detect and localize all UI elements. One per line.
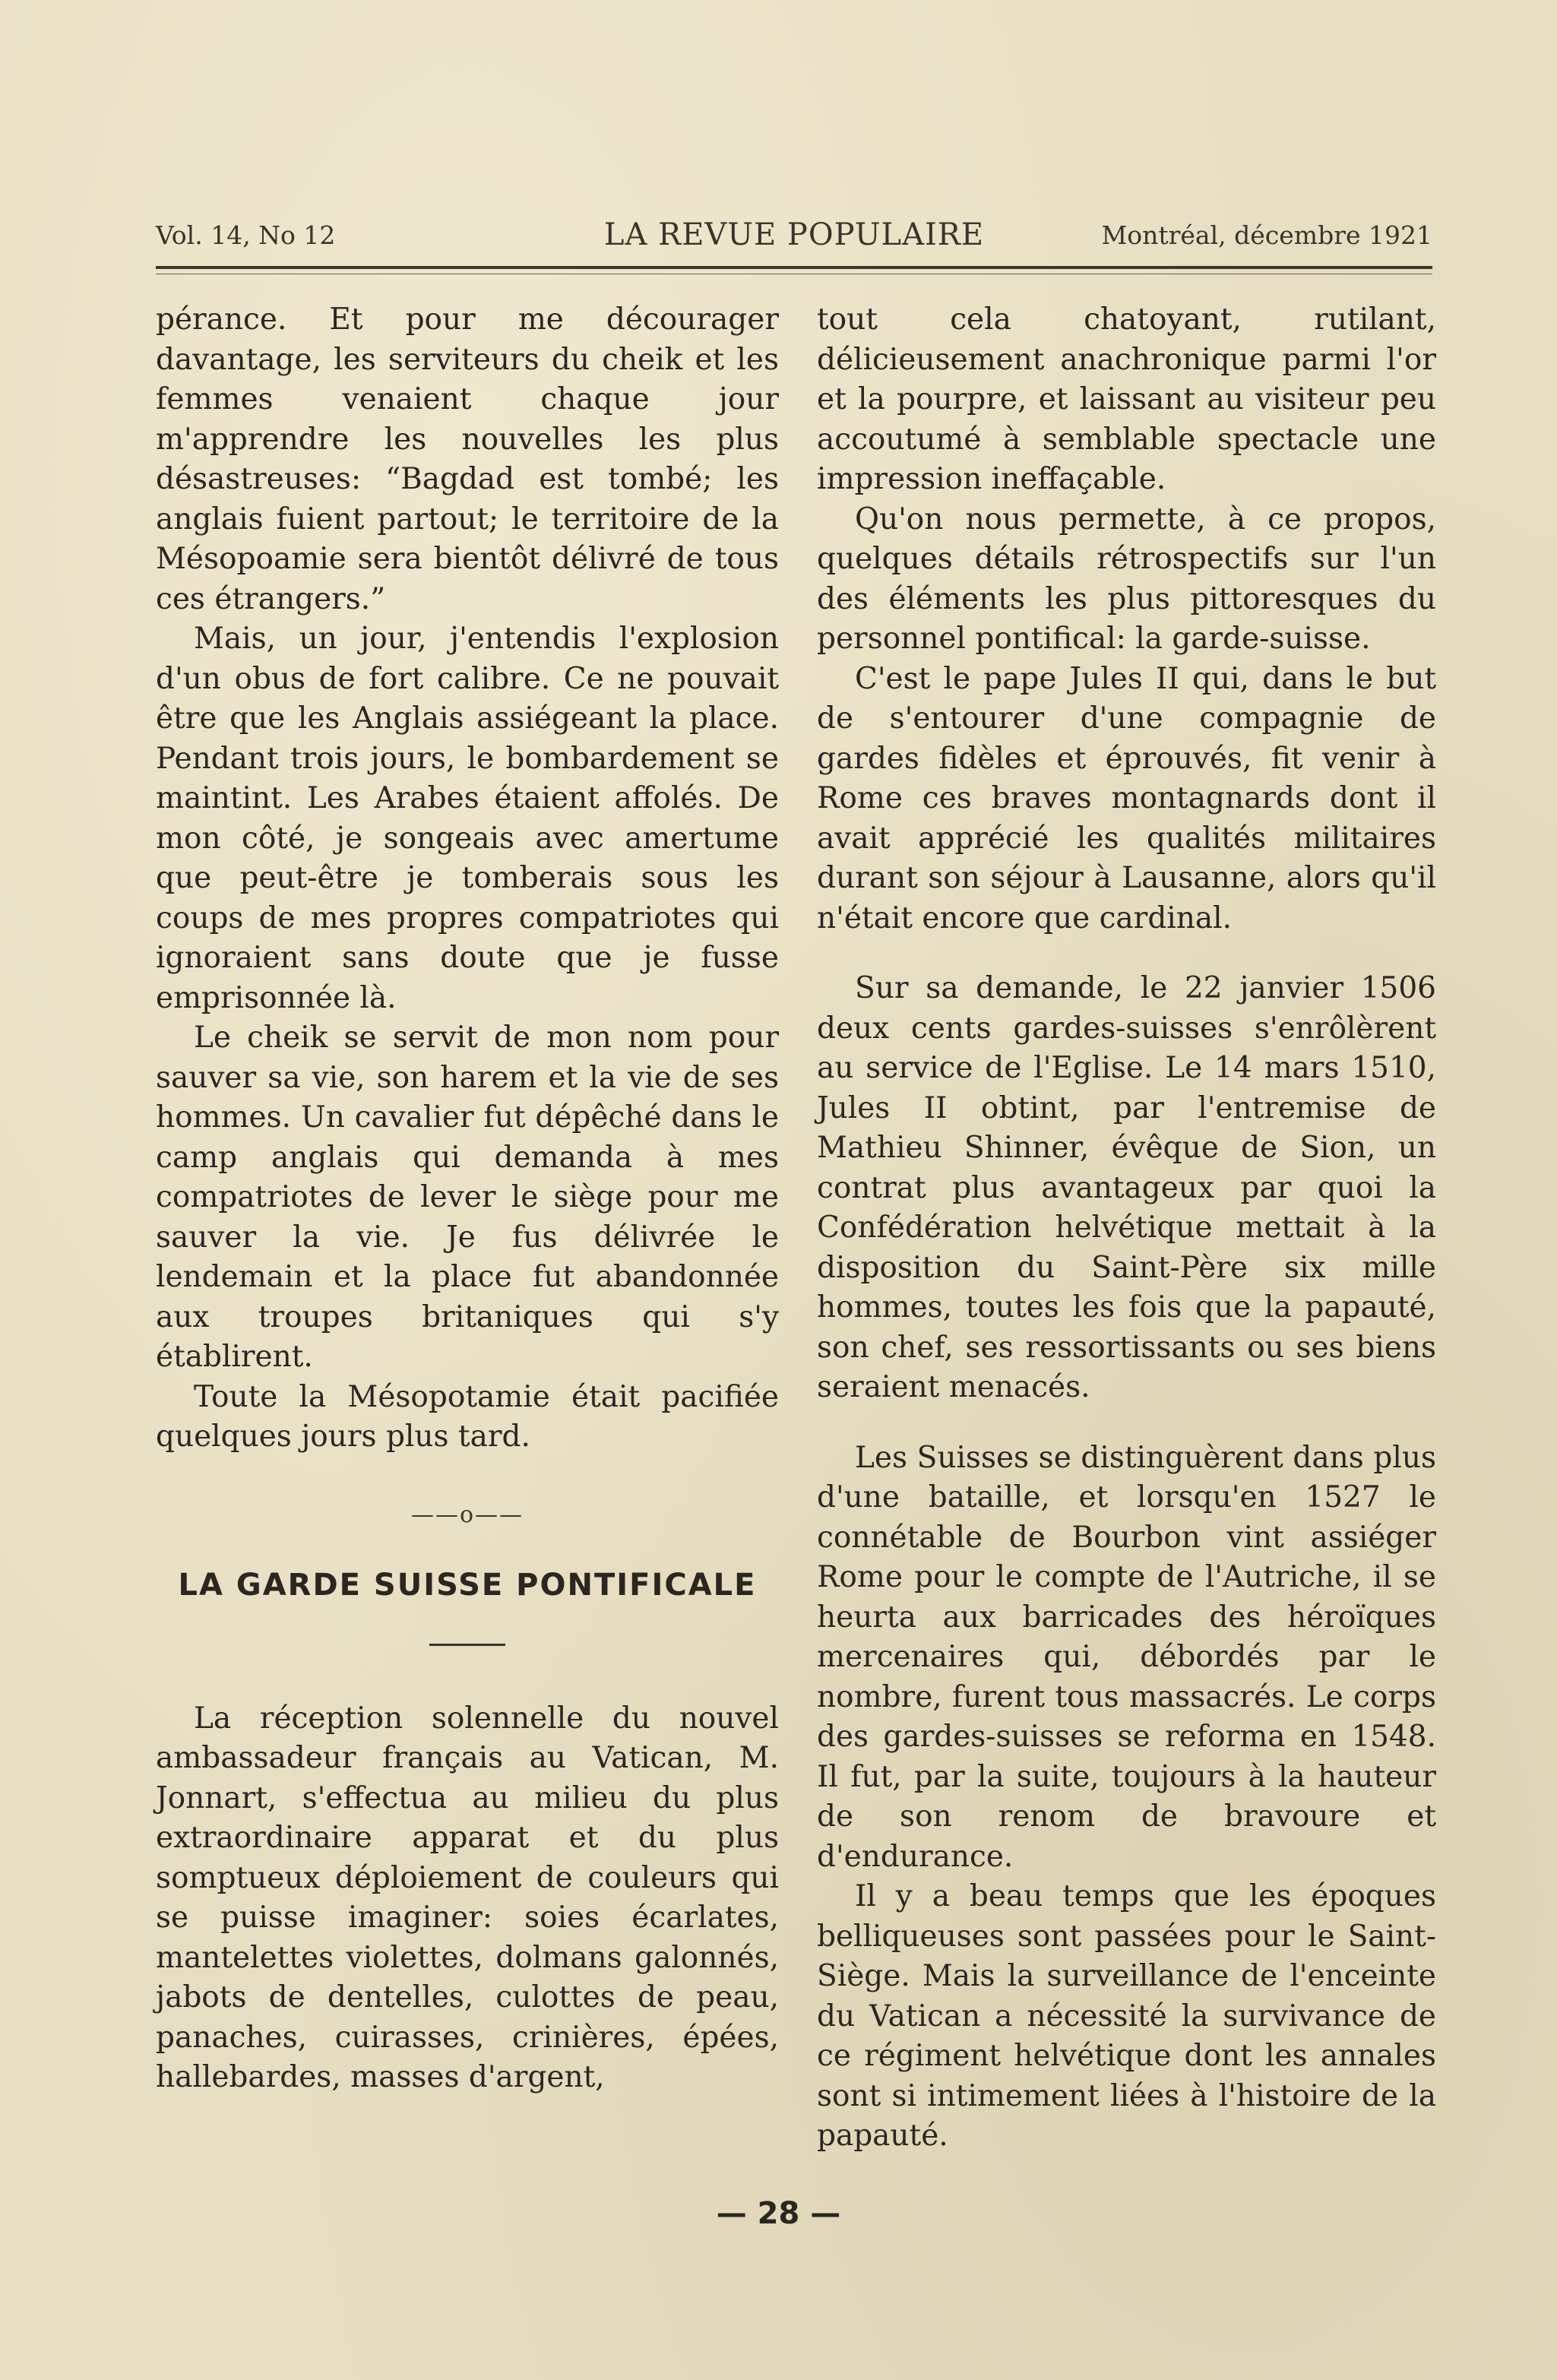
header-rule [156, 266, 1432, 269]
paragraph: tout cela chatoyant, rutilant, délicieusement anachronique parmi l'or et la pourpre, et laissant au visiteur peu accoutumé à semblable spectacle une impression ineffaçable. [817, 302, 1436, 496]
paragraph: Mais, un jour, j'entendis l'explosion d'un obus de fort calibre. Ce ne pouvait être que les Anglais assiégeant la place. Pendant trois jours, le bombardement se maintint. Les Arabes étaient affolés. De mon côté, je songeais avec amertume que peut-être je tomberais sous les coups de mes propres compatriotes qui ignoraient sans doute que je fusse emprisonnée là. [156, 622, 779, 1015]
page-number: — 28 — [716, 2196, 841, 2231]
paragraph: Qu'on nous permette, à ce propos, quelques détails rétrospectifs sur l'un des éléments les plus pittoresques du personnel pontifical: la garde-suisse. [817, 502, 1436, 656]
paragraph: pérance. Et pour me décourager davantage, les serviteurs du cheik et les femmes venaient chaque jour m'apprendre les nouvelles les plus désastreuses: “Bagdad est tombé; les anglais fuient partout; le territoire de la Mésopoamie sera bientôt délivré de tous ces étrangers.” [156, 302, 779, 616]
article-separator: ——o—— [410, 1501, 524, 1528]
publication-title: LA REVUE POPULAIRE [603, 217, 985, 252]
issue-date: Montréal, décembre 1921 [1101, 220, 1432, 250]
paragraph: Les Suisses se distinguèrent dans plus d'une bataille, et lorsqu'en 1527 le connétable de Bourbon vint assiéger Rome pour le compte de l'Autriche, il se heurta aux barricades des héroïques mercenaires qui, débordés par le nombre, furent tous massacrés. Le corps des gardes-suisses se reforma en 1548. Il fut, par la suite, toujours à la hauteur de son renom de bravoure et d'endurance. [817, 1440, 1436, 1874]
paragraph: C'est le pape Jules II qui, dans le but de s'entourer d'une compagnie de gardes fidèles et éprouvés, fit venir à Rome ces braves montagnards dont il avait apprécié les qualités militaires durant son séjour à Lausanne, alors qu'il n'était encore que cardinal. [817, 661, 1436, 935]
left-column [156, 300, 779, 2098]
running-header [156, 217, 1432, 258]
paragraph: Le cheik se servit de mon nom pour sauver sa vie, son harem et la vie de ses hommes. Un cavalier fut dépêché dans le camp anglais qui demanda à mes compatriotes de lever le siège pour me sauver la vie. Je fus délivrée le lendemain et la place fut abandonnée aux troupes britaniques qui s'y établirent. [156, 1021, 779, 1374]
right-column [817, 300, 1436, 2157]
paragraph: Sur sa demande, le 22 janvier 1506 deux cents gardes-suisses s'enrôlèrent au service de l'Eglise. Le 14 mars 1510, Jules II obtint, par l'entremise de Mathieu Shinner, évêque de Sion, un contrat plus avantageux par quoi la Confédération helvétique mettait à la disposition du Saint-Père six mille hommes, toutes les fois que la papauté, son chef, ses ressortissants ou ses biens seraient menacés. [817, 971, 1436, 1404]
paragraph: Il y a beau temps que les époques belliqueuses sont passées pour le Saint-Siège. Mais la surveillance de l'enceinte du Vatican a nécessité la survivance de ce régiment helvétique dont les annales sont si intimement liées à l'histoire de la papauté. [817, 1879, 1436, 2153]
article-title: LA GARDE SUISSE PONTIFICALE [178, 1568, 757, 1603]
paragraph: Toute la Mésopotamie était pacifiée quelques jours plus tard. [156, 1379, 779, 1454]
paragraph: La réception solennelle du nouvel ambassadeur français au Vatican, M. Jonnart, s'effectua au milieu du plus extraordinaire apparat et du plus somptueux déploiement de couleurs qui se puisse imaginer: soies écarlates, mantelettes violettes, dolmans galonnés, jabots de dentelles, culottes de peau, panaches, cuirasses, crinières, épées, hallebardes, masses d'argent, [156, 1701, 779, 2094]
title-rule [429, 1644, 505, 1646]
volume-number: Vol. 14, No 12 [156, 220, 336, 250]
